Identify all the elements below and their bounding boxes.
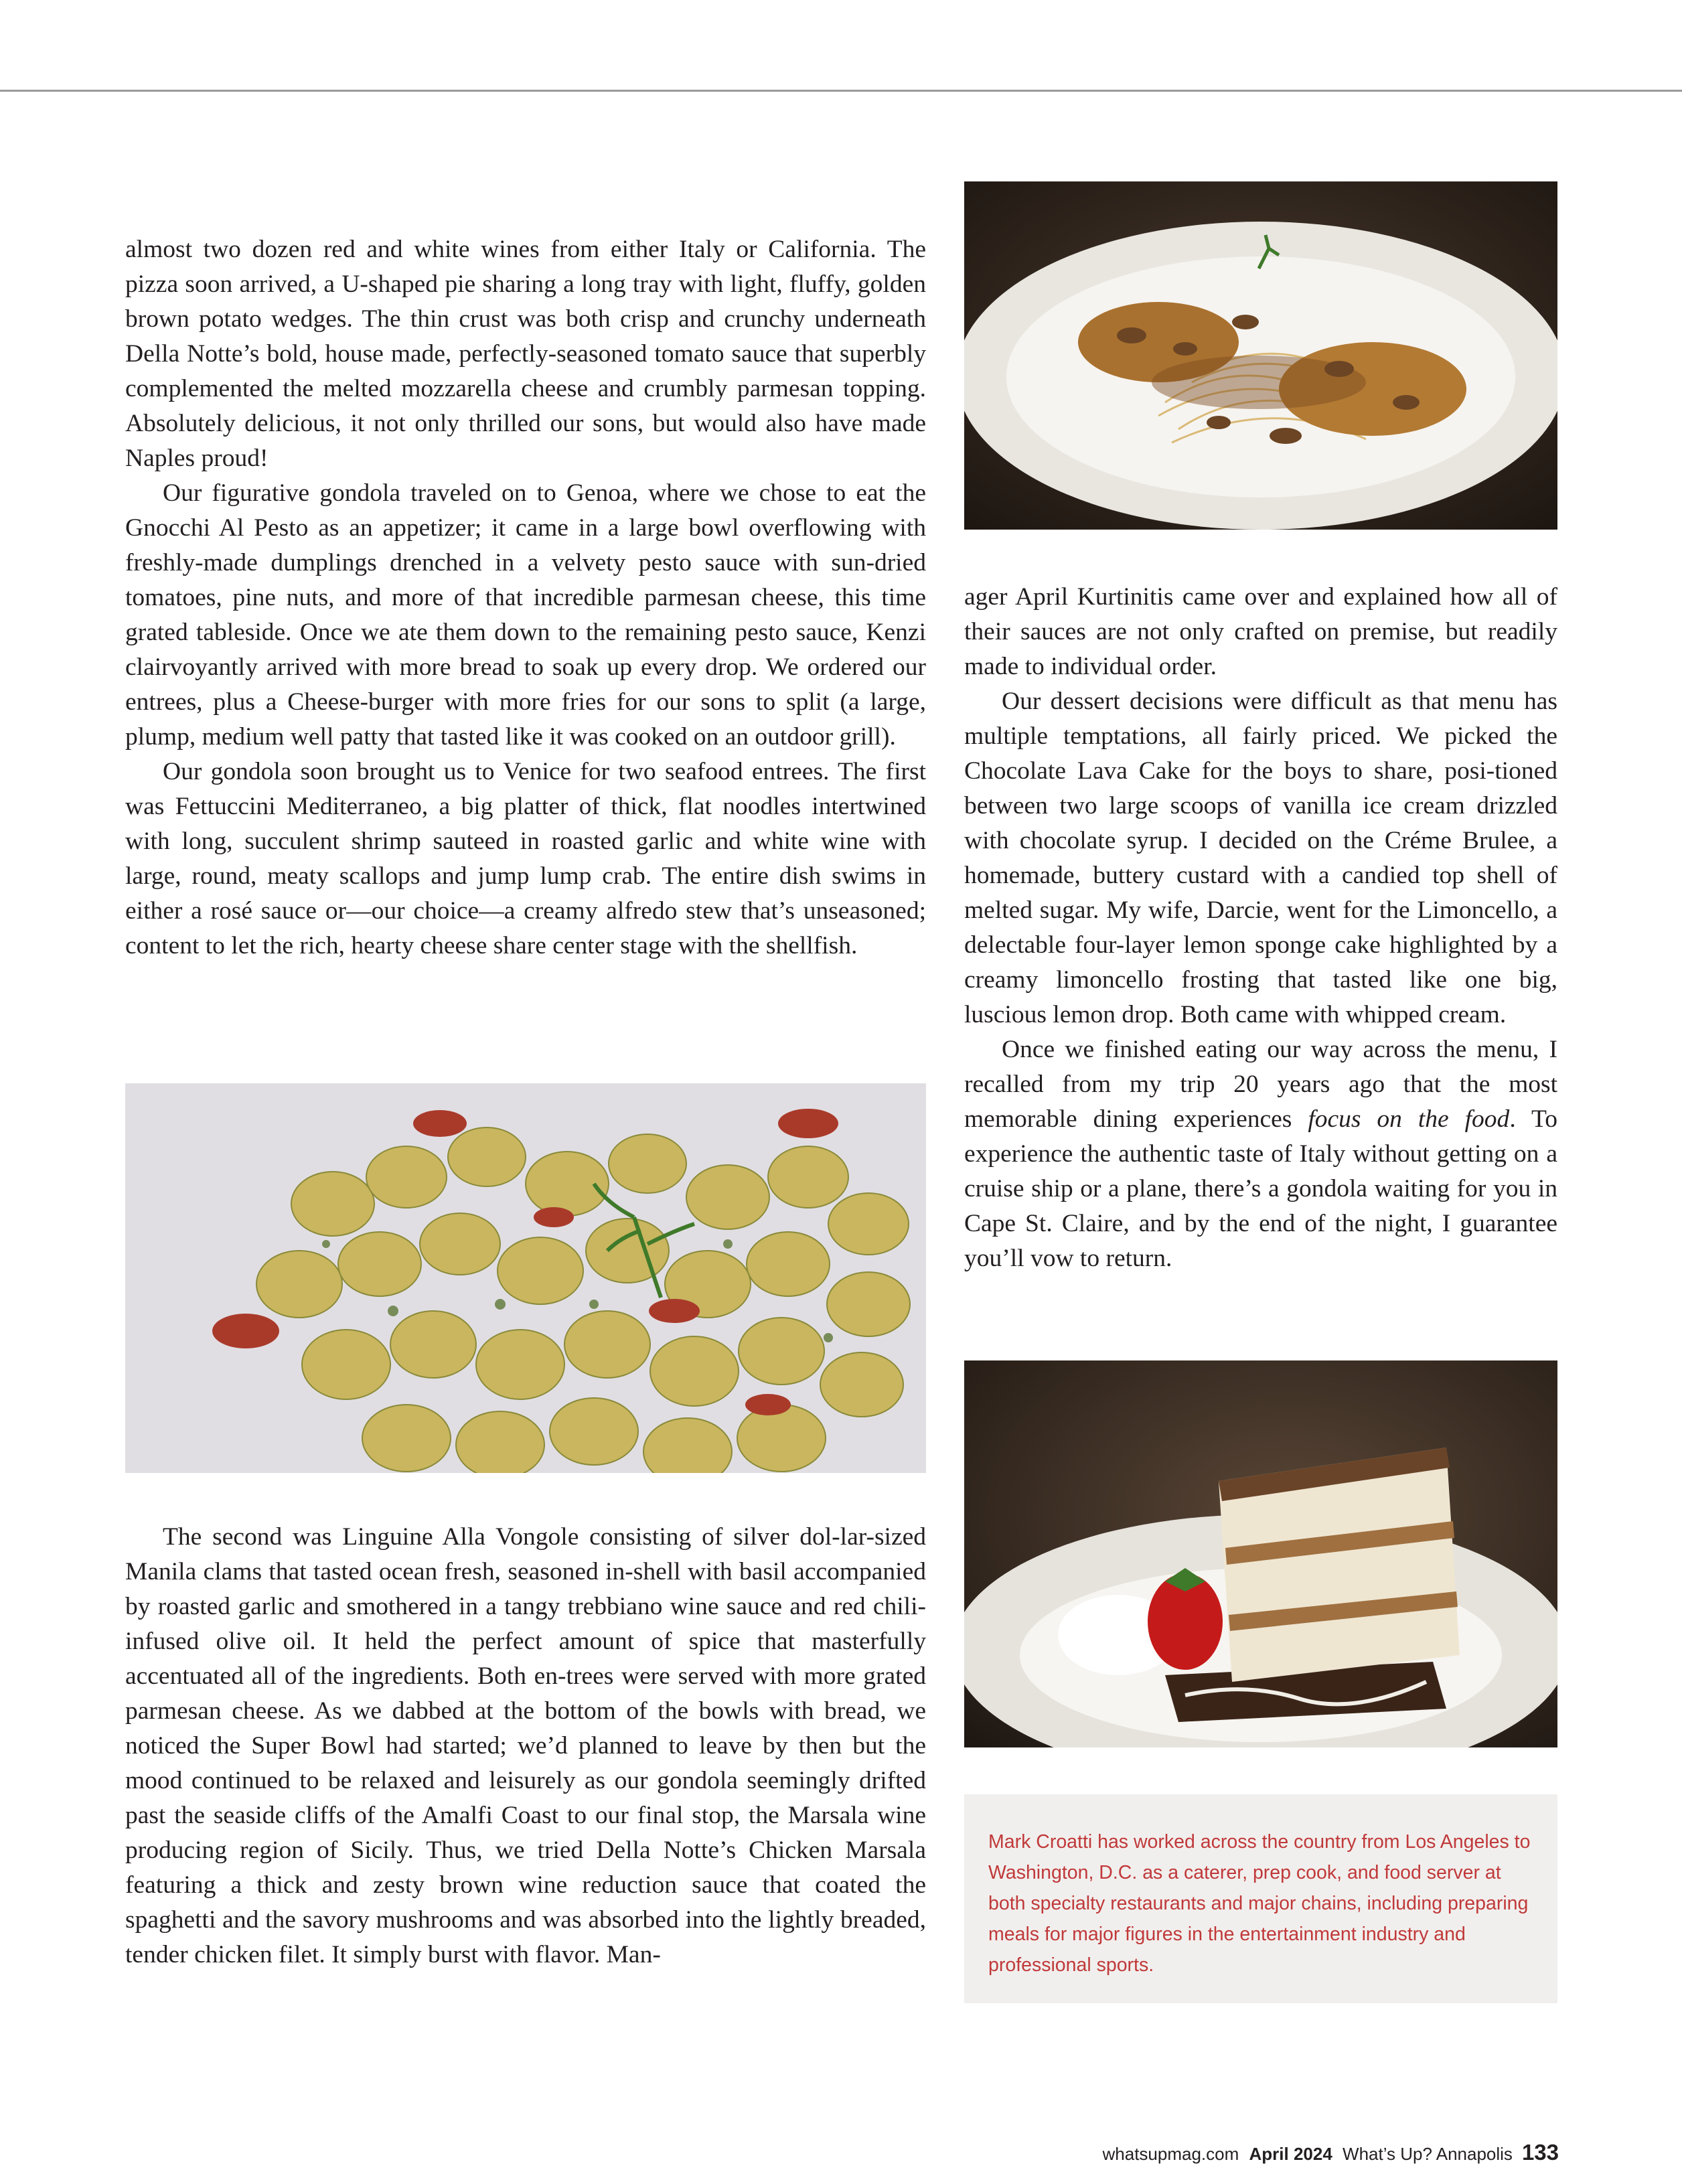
article-paragraph: Our dessert decisions were difficult as that menu has multiple temptations, all fairly priced. We picked the Chocolate Lava Cake for the boys to share, posi-tioned between two large scoops of vanilla ice cream drizzled with chocolate syrup. I decided on the Créme Brulee, a homemade, buttery custard with a candied top shell of melted sugar. My wife, Darcie, went for the Limoncello, a delectable four-layer lemon sponge cake highlighted by a creamy limoncello frosting that tasted like one big, luscious lemon drop. Both came with whipped cream. [964, 688, 1557, 1028]
emphasis-text: focus on the food [1308, 1105, 1510, 1133]
paragraph-text: Once we finished eating our way across the menu, I recalled from my trip 20 years ago that the most memorable dining experiences [964, 1036, 1557, 1133]
article-paragraph: almost two dozen red and white wines from either Italy or California. The pizza soon arrived, a U-shaped pie sharing a long tray with light, fluffy, golden brown potato wedges. The thin crust was both crisp and crunchy underneath Della Notte’s bold, house made, perfectly-seasoned tomato sauce that superbly complemented the melted mozzarella cheese and crumbly parmesan topping. Absolutely delicious, it not only thrilled our sons, but would also have made Naples proud! [125, 236, 926, 472]
article-column-right [964, 580, 1557, 1276]
article-paragraph: The second was Linguine Alla Vongole consisting of silver dol-lar-sized Manila clams that tasted ocean fresh, seasoned in-shell with basil accompanied by roasted garlic and smothered in a tangy trebbiano wine sauce and red chili-infused olive oil. It held the perfect amount of spice that masterfully accentuated all of the ingredients. Both en-trees were served with more grated parmesan cheese. As we dabbed at the bottom of the bowls with bread, we noticed the Super Bowl had started; we’d planned to leave by then but the mood continued to be relaxed and leisurely as our gondola seemingly drifted past the seaside cliffs of the Amalfi Coast to our final stop, the Marsala wine producing region of Sicily. Thus, we tried Della Notte’s Chicken Marsala featuring a thick and zesty brown wine reduction sauce that coated the spaghetti and the savory mushrooms and was absorbed into the lightly breaded, tender chicken filet. It simply burst with flavor. Man- [125, 1523, 926, 1968]
footer-website: whatsupmag.com [1102, 2144, 1239, 2164]
tiramisu-dessert-photo [964, 1360, 1557, 1747]
author-bio-text: Mark Croatti has worked across the country from Los Angeles to Washington, D.C. as a caterer, prep cook, and food server at both specialty restaurants and major chains, including preparing meals for major figures in the entertainment industry and professional sports. [988, 1831, 1531, 1976]
header-rule [0, 90, 1682, 92]
article-column-left-bottom [125, 1520, 926, 1972]
article-paragraph [964, 1032, 1557, 1276]
article-column-left-top [125, 232, 926, 963]
article-paragraph: Our gondola soon brought us to Venice for two seafood entrees. The first was Fettuccini Mediterraneo, a big platter of thick, flat noodles intertwined with long, succulent shrimp sauteed in roasted garlic and white wine with large, round, meaty scallops and jump lump crab. The entire dish swims in either a rosé sauce or—our choice—a creamy alfredo stew that’s unseasoned; content to let the rich, hearty cheese share center stage with the shellfish. [125, 758, 926, 959]
article-paragraph: ager April Kurtinitis came over and explained how all of their sauces are not only crafted on premise, but readily made to individual order. [964, 583, 1557, 680]
page-footer [1103, 2140, 1559, 2165]
footer-publication-name: What’s Up? Annapolis [1343, 2144, 1513, 2164]
paragraph-text: . To experience the authentic taste of Italy without getting on a cruise ship or a plane, there’s a gondola waiting for you in Cape St. Claire, and by the end of the night, I guarantee you’ll vow to return. [964, 1105, 1557, 1272]
footer-issue-date: April 2024 [1249, 2144, 1332, 2164]
article-paragraph: Our figurative gondola traveled on to Genoa, where we chose to eat the Gnocchi Al Pesto as an appetizer; it came in a large bowl overflowing with freshly-made dumplings drenched in a velvety pesto sauce with sun-dried tomatoes, pine nuts, and more of that incredible parmesan cheese, this time grated tableside. Once we ate them down to the remaining pesto sauce, Kenzi clairvoyantly arrived with more bread to soak up every drop. We ordered our entrees, plus a Cheese-burger with more fries for our sons to split (a large, plump, medium well patty that tasted like it was cooked on an outdoor grill). [125, 479, 926, 751]
gnocchi-al-pesto-photo [125, 1083, 926, 1473]
page-number: 133 [1521, 2140, 1559, 2165]
author-bio-box [964, 1794, 1557, 2003]
chicken-marsala-photo [964, 181, 1557, 530]
